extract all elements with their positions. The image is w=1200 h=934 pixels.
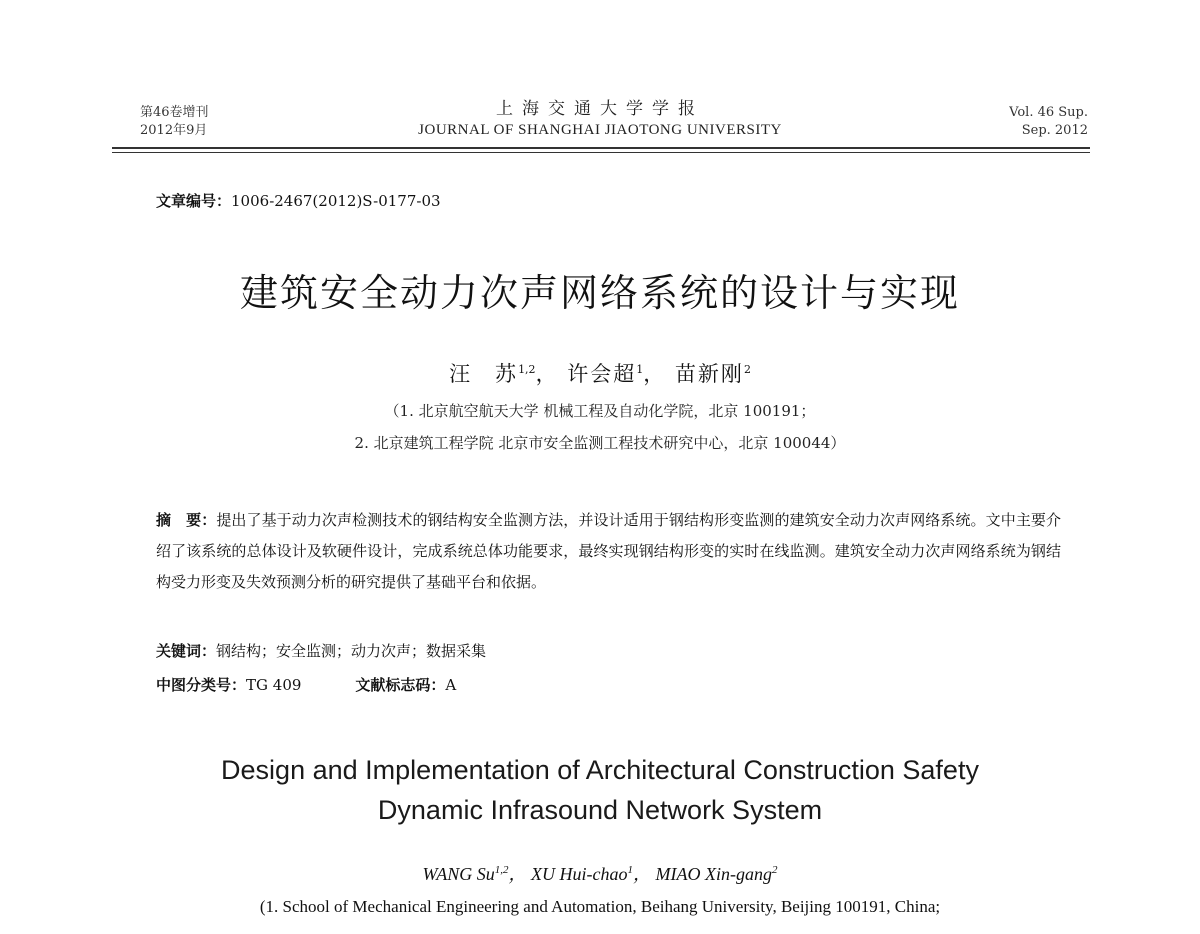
journal-name-en: JOURNAL OF SHANGHAI JIAOTONG UNIVERSITY	[418, 122, 782, 138]
volume-issue: 第46卷增刊	[140, 105, 209, 120]
authors-en	[0, 860, 1200, 886]
title-en-line-1: Design and Implementation of Architectural Construction Safety	[221, 755, 979, 785]
abstract-label: 摘 要：	[156, 511, 217, 529]
author-affil-mark: 2	[743, 363, 751, 376]
author-separator-en: ，	[508, 864, 532, 884]
author-separator-en: ，	[633, 864, 656, 884]
author-name-en: MIAO Xin-gang	[655, 864, 772, 884]
keywords-text: 钢结构；安全监测；动力次声；数据采集	[216, 642, 487, 660]
author-separator: ，	[643, 362, 667, 386]
author-affil-mark-en: 1,2	[494, 864, 509, 876]
abstract-cn	[156, 505, 1061, 598]
affiliation-cn-2: 2. 北京建筑工程学院 北京市安全监测工程技术研究中心，北京 100044）	[354, 434, 846, 452]
author-separator: ，	[535, 362, 559, 386]
clc-value: TG 409	[246, 676, 302, 694]
article-number	[156, 190, 441, 211]
date-en: Sep. 2012	[1021, 123, 1088, 138]
author-name: 汪 苏	[449, 362, 519, 386]
doc-code-value: A	[445, 676, 457, 694]
header-rule-thick	[112, 147, 1090, 149]
journal-name-cn: 上海交通大学学报	[496, 99, 704, 119]
paper-title-en	[0, 750, 1200, 830]
author-affil-mark-en: 1	[627, 864, 633, 876]
volume-en: Vol. 46 Sup.	[1009, 105, 1088, 120]
header-rule-thin	[112, 152, 1090, 153]
author-affil-mark: 1	[636, 363, 644, 376]
author-name-en: WANG Su	[422, 864, 495, 884]
issue-info-right	[1009, 104, 1088, 140]
article-number-label: 文章编号：	[156, 192, 232, 210]
classification-line	[156, 670, 1061, 701]
article-number-value: 1006-2467(2012)S-0177-03	[231, 192, 441, 210]
title-en-line-2: Dynamic Infrasound Network System	[377, 795, 823, 825]
doc-code-label: 文献标志码：	[355, 676, 446, 694]
keywords-cn	[156, 636, 1061, 667]
author-affil-mark: 1,2	[518, 363, 536, 376]
author-name-en: XU Hui-chao	[531, 864, 628, 884]
author-name: 许会超	[567, 362, 637, 386]
abstract-text: 提出了基于动力次声检测技术的钢结构安全监测方法，并设计适用于钢结构形变监测的建筑安全动力次声网络系统。文中主要介绍了该系统的总体设计及软硬件设计，完成系统总体功能要求，最终实现钢结构形变的实时在线监测。建筑安全动力次声网络系统为钢结构受力形变及失效预测分析的研究提供了基础平台和依据。	[156, 511, 1061, 591]
author-affil-mark-en: 2	[771, 864, 778, 876]
paper-title-cn: 建筑安全动力次声网络系统的设计与实现	[239, 271, 960, 315]
issue-date: 2012年9月	[140, 123, 208, 138]
author-name: 苗新刚	[674, 362, 744, 386]
clc-label: 中图分类号：	[156, 676, 247, 694]
affiliation-en-1: (1. School of Mechanical Engineering and Automation, Beihang University, Beijing 100191, China;	[259, 897, 941, 916]
affiliation-cn-1: （1. 北京航空航天大学 机械工程及自动化学院，北京 100191；	[384, 402, 816, 420]
keywords-label: 关键词：	[156, 642, 217, 660]
authors-cn	[0, 358, 1200, 388]
